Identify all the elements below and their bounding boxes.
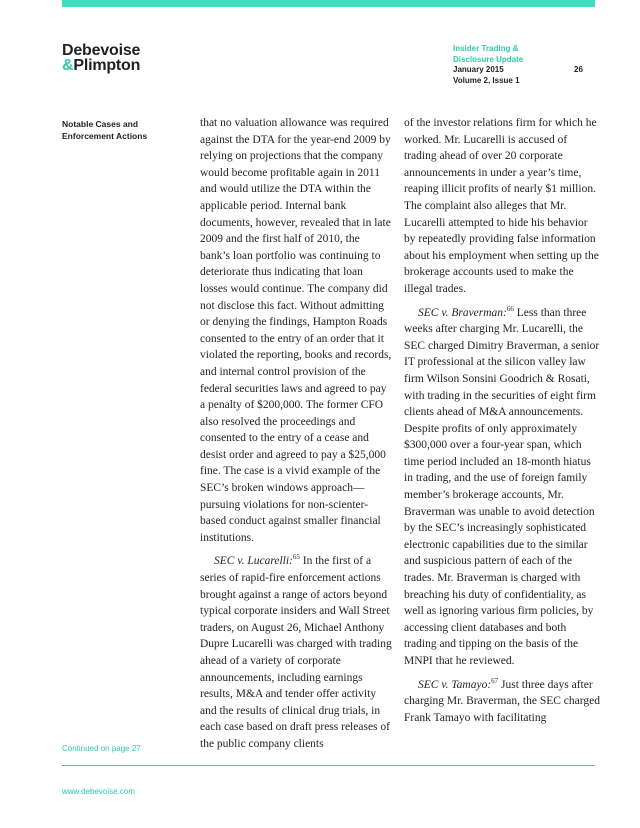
- top-accent-bar: [62, 0, 595, 7]
- case-name-braverman: SEC v. Braverman:: [418, 306, 507, 319]
- footnote-ref-67[interactable]: 67: [491, 676, 499, 685]
- section-label: [62, 118, 182, 142]
- continued-link[interactable]: Continued on page 27: [62, 744, 141, 753]
- paragraph-tamayo: [404, 677, 600, 727]
- publication-title-line-2: Disclosure Update: [453, 54, 524, 64]
- section-label-line-1: Notable Cases and: [62, 119, 139, 129]
- paragraph-text: Just three days after charging Mr. Braverman, the SEC charged Frank Tamayo with facilitating: [404, 678, 600, 724]
- paragraph-text: Less than three weeks after charging Mr. Lucarelli, the SEC charged Dimitry Braverman, a senior IT professional at the silicon valley law firm Wilson Sonsini Goodrich & Rosati, with trading in the securities of eight firm clients ahead of M&A announcements. Despite profits of only approximately $300,000 over a four-year span, which time period included an 18-month hiatus in trading, and the use of foreign family member’s brokerage accounts, Mr. Braverman was unable to avoid detection by the SEC’s increasingly sophisticated electronic capabilities due to the similar and suspicious pattern of each of the trades. Mr. Braverman is charged with breaching his duty of confidentiality, as well as ignoring various firm policies, by accessing client databases and both trading and tipping on the basis of the MNPI that he reviewed.: [404, 306, 600, 667]
- logo-plimpton: Plimpton: [73, 57, 141, 74]
- case-name-tamayo: SEC v. Tamayo:: [418, 678, 492, 691]
- body-column-left: [200, 115, 392, 760]
- case-name-lucarelli: SEC v. Lucarelli:: [214, 555, 293, 568]
- paragraph-lucarelli-cont: of the investor relations firm for which he worked. Mr. Lucarelli is accused of trading ahead of over 20 corporate announcements in under a year’s time, reaping illicit profits of nearly $1 million. The complaint also alleges that Mr. Lucarelli attempted to hide his behavior by repeatedly providing false information about his employment when setting up the brokerage accounts used to make the illegal trades.: [404, 117, 599, 295]
- issue-volume: Volume 2, Issue 1: [453, 75, 520, 85]
- logo-ampersand: &: [62, 57, 74, 74]
- body-column-right: [404, 115, 600, 733]
- logo-line-1: Debevoise: [62, 42, 141, 59]
- website-link[interactable]: www.debevoise.com: [62, 787, 135, 796]
- paragraph-braverman: [404, 305, 600, 670]
- paragraph-hampton-roads: that no valuation allowance was required against the DTA for the year-end 2009 by relying on projections that the company would become profitable again in 2011 and would utilize the DTA within the applicable period. Internal bank documents, however, revealed that in late 2009 and the first half of 2010, the bank’s loan portfolio was continuing to deteriorate thus indicating that loan losses would continue. The company did not disclose this fact. Without admitting or denying the findings, Hampton Roads consented to the entry of an order that it violated the reporting, books and records, and internal control provision of the federal securities laws and agreed to pay a penalty of $200,000. The former CFO also resolved the proceedings and consented to the entry of a cease and desist order and agreed to pay a $25,000 fine. The case is a vivid example of the SEC’s broken windows approach—pursuing violations for non-scienter-based conduct against smaller financial institutions.: [200, 117, 392, 544]
- footnote-ref-65[interactable]: 65: [292, 553, 300, 562]
- logo-line-2: [62, 58, 140, 73]
- publication-title-line-1: Insider Trading &: [453, 44, 519, 53]
- issue-date: January 2015: [453, 65, 504, 74]
- paragraph-text: In the first of a series of rapid-fire enforcement actions brought against a range of actors beyond typical corporate insiders and Wall Street traders, on August 26, Michael Anthony Dupre Lucarelli was charged with trading ahead of a variety of corporate announcements, including earnings results, M&A and tender offer activity and the results of clinical drug trials, in each case based on draft press releases of the public company clients: [200, 555, 392, 750]
- paragraph-lucarelli: [200, 553, 392, 752]
- section-label-line-2: Enforcement Actions: [62, 131, 148, 141]
- footer-divider: [62, 765, 595, 766]
- footnote-ref-66[interactable]: 66: [506, 304, 514, 313]
- page-number: 26: [574, 65, 583, 74]
- firm-logo: [62, 43, 140, 73]
